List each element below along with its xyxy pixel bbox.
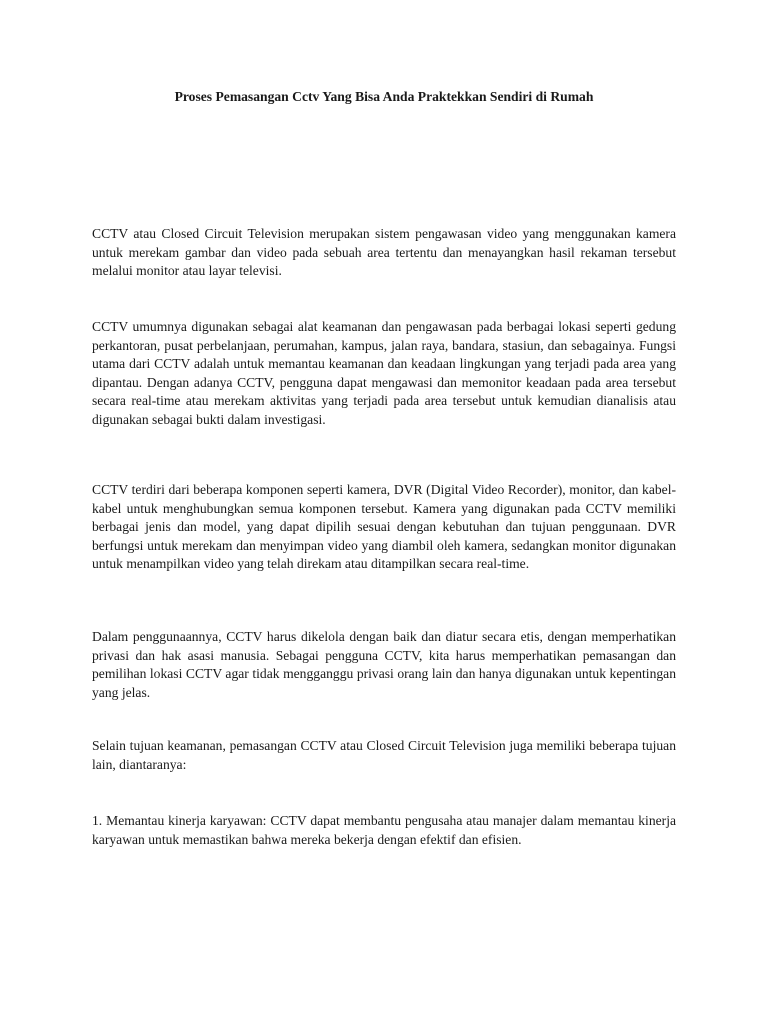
paragraph-other-purposes: Selain tujuan keamanan, pemasangan CCTV atau Closed Circuit Television juga memiliki beberapa tujuan lain, diantaranya:: [92, 738, 676, 772]
paragraph-cctv-ethics: Dalam penggunaannya, CCTV harus dikelola dengan baik dan diatur secara etis, dengan memperhatikan privasi dan hak asasi manusia. Sebagai pengguna CCTV, kita harus memperhatikan pemasangan dan pemilihan lokasi CCTV agar tidak mengganggu privasi orang lain dan hanya digunakan untuk kepentingan yang jelas.: [92, 629, 676, 700]
list-item-employee-monitoring: 1. Memantau kinerja karyawan: CCTV dapat membantu pengusaha atau manajer dalam memantau kinerja karyawan untuk memastikan bahwa mereka bekerja dengan efektif dan efisien.: [92, 813, 676, 847]
paragraph-cctv-usage: CCTV umumnya digunakan sebagai alat keamanan dan pengawasan pada berbagai lokasi seperti gedung perkantoran, pusat perbelanjaan, perumahan, kampus, jalan raya, bandara, stasiun, dan sebagainya. Fungsi utama dari CCTV adalah untuk memantau keamanan dan keadaan lingkungan yang terjadi pada area yang dipantau. Dengan adanya CCTV, pengguna dapat mengawasi dan memonitor keadaan pada area tersebut secara real-time atau merekam aktivitas yang terjadi pada area tersebut untuk kemudian dianalisis atau digunakan sebagai bukti dalam investigasi.: [92, 319, 676, 427]
paragraph-cctv-components: CCTV terdiri dari beberapa komponen seperti kamera, DVR (Digital Video Recorder), monitor, dan kabel-kabel untuk menghubungkan semua komponen tersebut. Kamera yang digunakan pada CCTV memiliki berbagai jenis dan model, yang dapat dipilih sesuai dengan kebutuhan dan tujuan penggunaan. DVR berfungsi untuk merekam dan menyimpan video yang diambil oleh kamera, sedangkan monitor digunakan untuk menampilkan video yang telah direkam atau ditampilkan secara real-time.: [92, 482, 676, 572]
paragraph-cctv-definition: CCTV atau Closed Circuit Television merupakan sistem pengawasan video yang menggunakan kamera untuk merekam gambar dan video pada sebuah area tertentu dan menayangkan hasil rekaman tersebut melalui monitor atau layar televisi.: [92, 226, 676, 279]
document-title: Proses Pemasangan Cctv Yang Bisa Anda Praktekkan Sendiri di Rumah: [174, 89, 594, 104]
